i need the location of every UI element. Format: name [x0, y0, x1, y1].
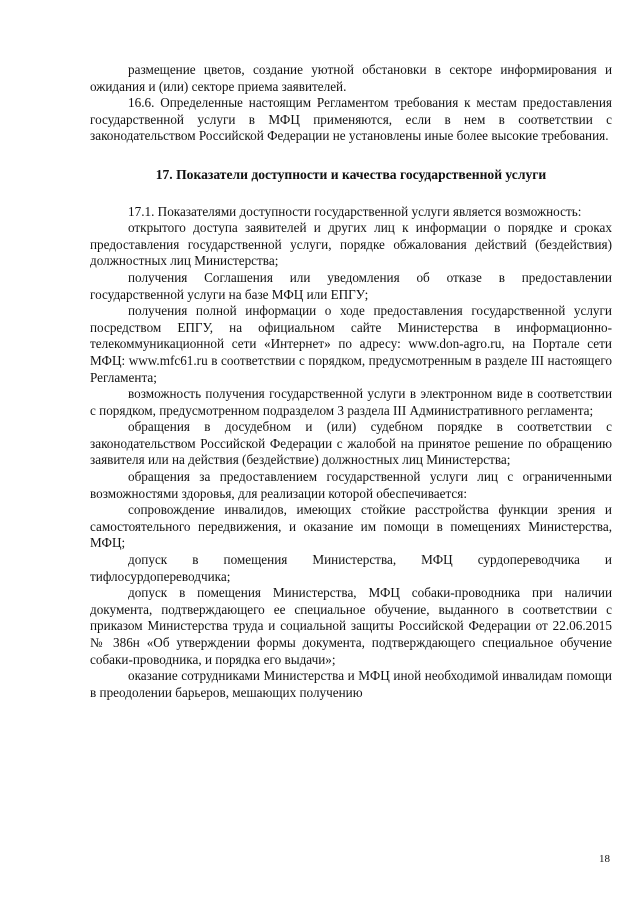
document-body	[90, 62, 612, 701]
paragraph: обращения в досудебном и (или) судебном порядке в соответствии с законодательством Российской Федерации с жалобой на принятое решение по обращению заявителя или на действия (бездействие) должностных лиц Министерства;	[90, 419, 612, 468]
paragraph: допуск в помещения Министерства, МФЦ сурдопереводчика и тифлосурдопереводчика;	[90, 552, 612, 584]
paragraph: 16.6. Определенные настоящим Регламентом требования к местам предоставления государственной услуги в МФЦ применяются, если в нем в соответствии с законодательством Российской Федерации не установлены иные более высокие требования.	[90, 95, 612, 144]
paragraph: получения Соглашения или уведомления об отказе в предоставлении государственной услуги на базе МФЦ или ЕПГУ;	[90, 269, 612, 302]
section-heading: 17. Показатели доступности и качества государственной услуги	[155, 166, 547, 182]
paragraph: открытого доступа заявителей и других лиц к информации о порядке и сроках предоставления государственной услуги, порядке обжалования действий (бездействия) должностных лиц Министерства;	[90, 220, 612, 269]
paragraph: возможность получения государственной услуги в электронном виде в соответствии с порядком, предусмотренном подразделом 3 раздела III Административного регламента;	[90, 386, 612, 418]
page-number: 18	[599, 853, 610, 865]
paragraph: получения полной информации о ходе предоставления государственной услуги посредством ЕПГУ, на официальном сайте Министерства в информационно-телекоммуникационной сети «Интернет» по адресу: www.don-agro.ru, на Портале сети МФЦ: www.mfc61.ru в соответствии с порядком, предусмотренным в разделе III настоящего Регламента;	[90, 303, 612, 385]
paragraph: оказание сотрудниками Министерства и МФЦ иной необходимой инвалидам помощи в преодолении барьеров, мешающих получению	[90, 668, 612, 700]
paragraph: обращения за предоставлением государственной услуги лиц с ограниченными возможностями здоровья, для реализации которой обеспечивается:	[90, 469, 612, 501]
paragraph: допуск в помещения Министерства, МФЦ собаки-проводника при наличии документа, подтверждающего ее специальное обучение, выданного в соответствии с приказом Министерства труда и социальной защиты Российской Федерации от 22.06.2015 № 386н «Об утверждении формы документа, подтверждающего специальное обучение собаки-проводника, и порядка его выдачи»;	[90, 585, 612, 667]
paragraph: 17.1. Показателями доступности государственной услуги является возможность:	[128, 203, 582, 219]
paragraph: размещение цветов, создание уютной обстановки в секторе информирования и ожидания и (или) секторе приема заявителей.	[90, 62, 612, 94]
paragraph: сопровождение инвалидов, имеющих стойкие расстройства функции зрения и самостоятельного передвижения, и оказание им помощи в помещениях Министерства, МФЦ;	[90, 502, 612, 551]
